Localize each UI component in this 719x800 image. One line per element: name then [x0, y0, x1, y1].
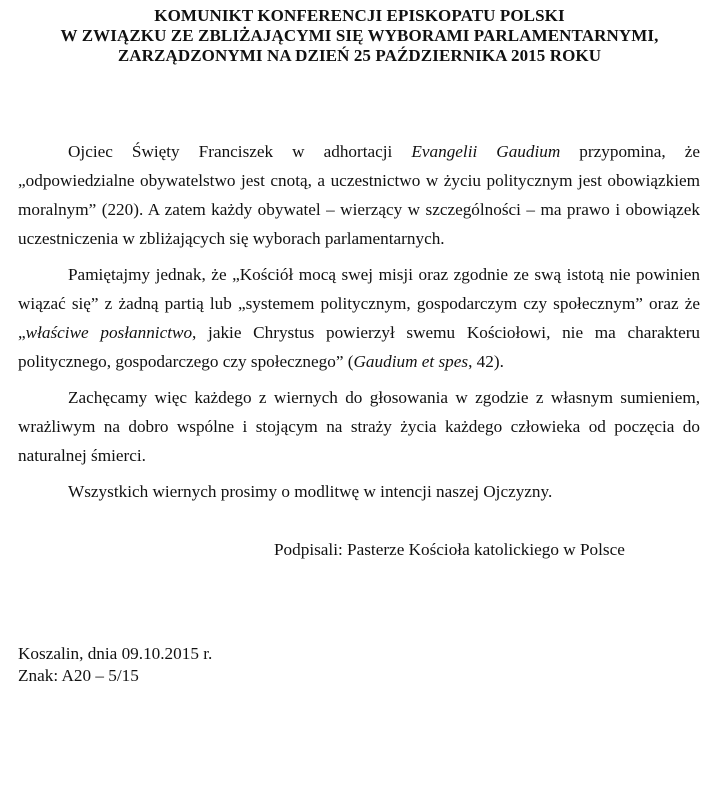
- reference-number: Znak: A20 – 5/15: [18, 666, 139, 685]
- paragraph-1: [18, 137, 700, 253]
- document-body: [18, 137, 700, 513]
- paragraph-2-text-c: , 42).: [468, 352, 504, 371]
- document-title: [0, 6, 719, 66]
- paragraph-2-text-b: , jakie Chrystus powierzył swemu Kościołowi, nie ma charakteru politycznego, gospodarczego czy społecznego” (: [18, 323, 701, 371]
- paragraph-2-italic-phrase: właściwe posłannictwo: [25, 323, 193, 342]
- document-footer: [18, 643, 212, 687]
- paragraph-1-text-a: Ojciec Święty Franciszek w adhortacji: [68, 142, 412, 161]
- paragraph-2-text-a: Pamiętajmy jednak, że „Kościół mocą swej misji oraz zgodnie ze swą istotą nie powinien wiązać się” z żadną partią lub „systemem politycznym, gospodarczym czy społecznym” oraz że „: [18, 265, 700, 342]
- paragraph-3: Zachęcamy więc każdego z wiernych do głosowania w zgodzie z własnym sumieniem, wrażliwym na dobro wspólne i stojącym na straży życia każdego człowieka od poczęcia do naturalnej śmierci.: [18, 388, 700, 465]
- title-line-2: W ZWIĄZKU ZE ZBLIŻAJĄCYMI SIĘ WYBORAMI PARLAMENTARNYMI,: [60, 26, 659, 45]
- signature-line: Podpisali: Pasterze Kościoła katolickiego w Polsce: [274, 540, 625, 559]
- paragraph-1-text-b: przypomina, że „odpowiedzialne obywatelstwo jest cnotą, a uczestnictwo w życiu politycznym jest obowiązkiem moralnym” (220). A zatem każdy obywatel – wierzący w szczególności – ma prawo i obowiązek uczestniczenia w zbliżających się wyborach parlamentarnych.: [18, 142, 700, 248]
- paragraph-2-italic-source: Gaudium et spes: [353, 352, 469, 371]
- title-line-1: KOMUNIKT KONFERENCJI EPISKOPATU POLSKI: [154, 6, 565, 25]
- title-line-3: ZARZĄDZONYMI NA DZIEŃ 25 PAŹDZIERNIKA 2015 ROKU: [117, 46, 602, 65]
- paragraph-1-italic-title: Evangelii Gaudium: [411, 142, 561, 161]
- paragraph-4: Wszystkich wiernych prosimy o modlitwę w intencji naszej Ojczyzny.: [68, 482, 553, 501]
- place-and-date: Koszalin, dnia 09.10.2015 r.: [18, 644, 213, 663]
- paragraph-2: [18, 260, 700, 376]
